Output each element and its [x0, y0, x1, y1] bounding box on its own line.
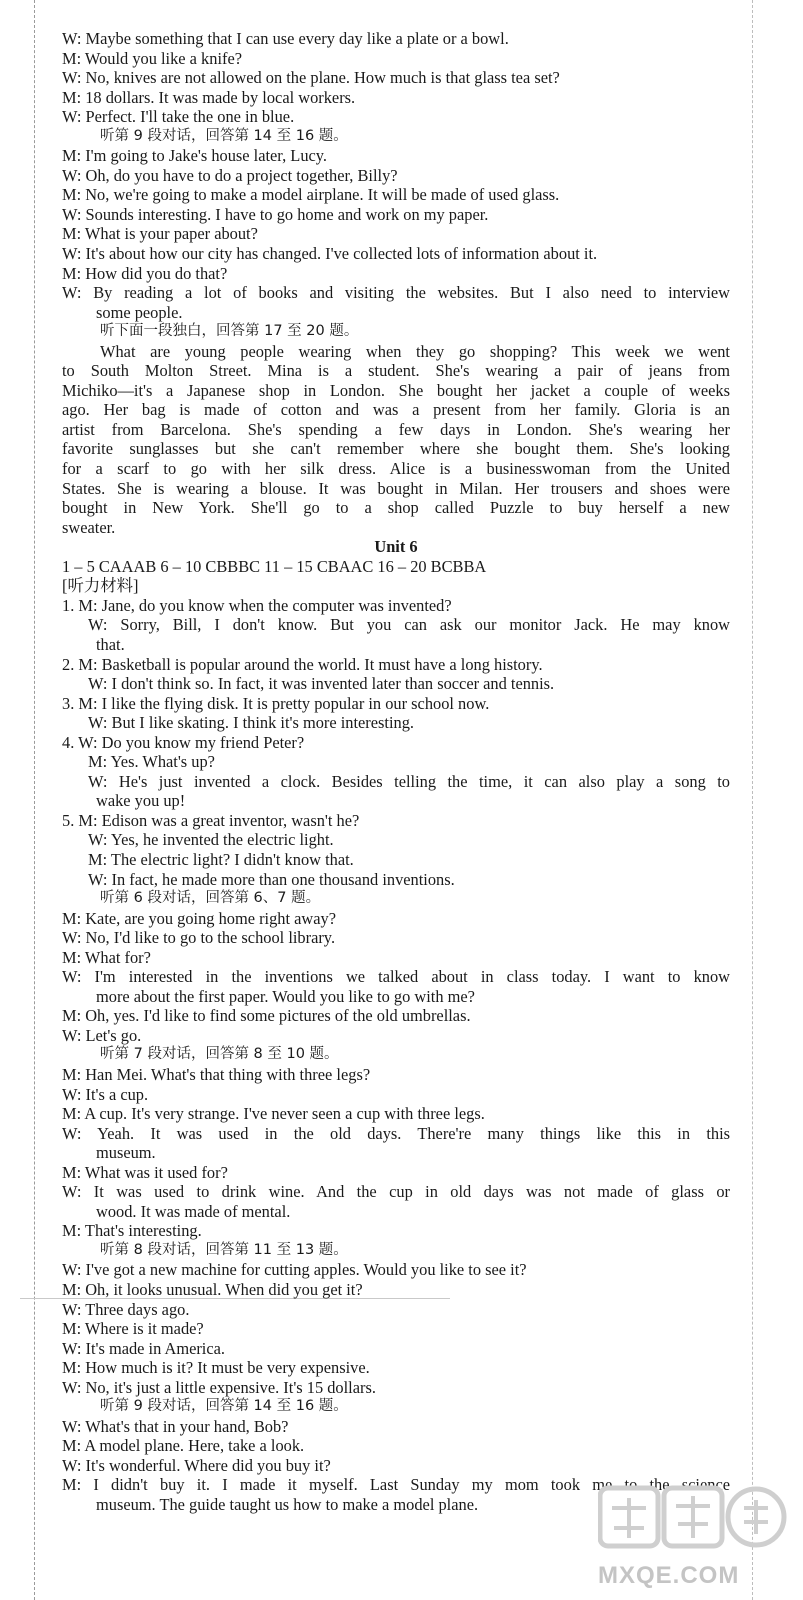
monologue-line: artist from Barcelona. She's spending a few days in London. She's wearing her — [62, 419, 730, 439]
dialogue-continuation: museum. — [96, 1143, 156, 1163]
dialogue-line: M: No, we're going to make a model airplane. It will be made of used glass. — [62, 185, 560, 205]
dialogue-line: W: Yes, he invented the electric light. — [88, 830, 334, 850]
dialogue-line: M: Where is it made? — [62, 1319, 204, 1339]
dialogue-line: W: No, knives are not allowed on the plane. How much is that glass tea set? — [62, 68, 560, 88]
dialogue-line: M: A model plane. Here, take a look. — [62, 1436, 305, 1456]
dialogue-line: M: How much is it? It must be very expensive. — [62, 1358, 370, 1378]
dialogue-line: W: Yeah. It was used in the old days. There're many things like this in this — [62, 1123, 730, 1143]
dialogue-line: M: A cup. It's very strange. I've never seen a cup with three legs. — [62, 1104, 485, 1124]
watermark — [588, 1470, 793, 1595]
dialogue-line: M: How did you do that? — [62, 263, 228, 283]
dialogue-continuation: more about the first paper. Would you like to go with me? — [96, 986, 475, 1006]
monologue-line: favorite sunglasses but she can't remember where she bought them. She's looking — [62, 439, 730, 459]
dialogue-line: M: What is your paper about? — [62, 224, 258, 244]
dialogue-line: W: I'm interested in the inventions we talked about in class today. I want to know — [62, 967, 730, 987]
binding-margin-line — [34, 0, 35, 1600]
monologue-line: States. She is wearing a blouse. It was bought in Milan. Her trousers and shoes were — [62, 478, 730, 498]
dialogue-line: M: What was it used for? — [62, 1162, 228, 1182]
dialogue-line: W: It's made in America. — [62, 1338, 226, 1358]
section-heading: 听第 7 段对话，回答第 8 至 10 题。 — [100, 1046, 339, 1063]
dialogue-line: M: I didn't buy it. I made it myself. Last Sunday my mom took me to the science — [62, 1475, 730, 1495]
dialogue-line: W: Perfect. I'll take the one in blue. — [62, 107, 295, 127]
dialogue-line: W: Sounds interesting. I have to go home and work on my paper. — [62, 204, 489, 224]
section-heading: 听下面一段独白，回答第 17 至 20 题。 — [100, 323, 359, 340]
dialogue-line: M: I'm going to Jake's house later, Lucy. — [62, 146, 328, 166]
dialogue-line: W: By reading a lot of books and visiting the websites. But I also need to interview — [62, 283, 730, 303]
dialogue-line: W: No, it's just a little expensive. It's 15 dollars. — [62, 1377, 376, 1397]
monologue-line: to South Molton Street. Mina is a student. She's wearing a pair of jeans from — [62, 361, 730, 381]
dialogue-line: M: What for? — [62, 947, 151, 967]
dialogue-line: 4. W: Do you know my friend Peter? — [62, 732, 305, 752]
dialogue-line: W: What's that in your hand, Bob? — [62, 1416, 289, 1436]
monologue-line: Michiko—it's a Japanese shop in London. She bought her jacket a couple of weeks — [62, 380, 730, 400]
dialogue-line: M: Yes. What's up? — [88, 752, 215, 772]
monologue-line: sweater. — [62, 517, 116, 537]
section-heading: 听第 6 段对话，回答第 6、7 题。 — [100, 890, 321, 907]
dialogue-line: W: I've got a new machine for cutting apples. Would you like to see it? — [62, 1260, 527, 1280]
dialogue-line: M: Would you like a knife? — [62, 48, 243, 68]
dialogue-line: M: Oh, it looks unusual. When did you get it? — [62, 1280, 363, 1299]
watermark-text: MXQE.COM — [598, 1562, 740, 1589]
dialogue-line: M: Kate, are you going home right away? — [62, 908, 337, 928]
dialogue-continuation: museum. The guide taught us how to make a model plane. — [96, 1495, 479, 1515]
monologue-line: bought in New York. She'll go to a shop called Puzzle to buy herself a new — [62, 498, 730, 518]
section-heading: 听第 8 段对话，回答第 11 至 13 题。 — [100, 1241, 348, 1258]
dialogue-continuation: wake you up! — [96, 791, 186, 811]
dialogue-line: W: It's about how our city has changed. I've collected lots of information about it. — [62, 244, 598, 264]
dialogue-line: W: It's a cup. — [62, 1084, 149, 1104]
dialogue-line: 1. M: Jane, do you know when the computer was invented? — [62, 595, 452, 615]
dialogue-line: 3. M: I like the flying disk. It is pretty popular in our school now. — [62, 693, 490, 713]
dialogue-line: 5. M: Edison was a great inventor, wasn't he? — [62, 810, 360, 830]
right-margin-line — [752, 0, 753, 1600]
unit-title: Unit 6 — [374, 537, 418, 557]
dialogue-line: M: That's interesting. — [62, 1221, 202, 1241]
dialogue-line: W: Let's go. — [62, 1025, 142, 1045]
dialogue-line: M: Han Mei. What's that thing with three legs? — [62, 1064, 371, 1084]
dialogue-line: 2. M: Basketball is popular around the world. It must have a long history. — [62, 654, 543, 674]
dialogue-line: W: Sorry, Bill, I don't know. But you can ask our monitor Jack. He may know — [88, 615, 730, 635]
section-heading: 听第 9 段对话，回答第 14 至 16 题。 — [100, 1398, 348, 1415]
dialogue-line: W: I don't think so. In fact, it was invented later than soccer and tennis. — [88, 674, 555, 694]
section-heading: 听第 9 段对话，回答第 14 至 16 题。 — [100, 127, 348, 144]
dialogue-line: M: 18 dollars. It was made by local workers. — [62, 87, 356, 107]
dialogue-line: W: Three days ago. — [62, 1299, 190, 1319]
dialogue-line: W: He's just invented a clock. Besides telling the time, it can also play a song to — [88, 771, 730, 791]
dialogue-continuation: that. — [96, 634, 125, 654]
monologue-line: What are young people wearing when they go shopping? This week we went — [100, 341, 730, 361]
dialogue-continuation: some people. — [96, 302, 183, 322]
watermark-logo-icon — [598, 1478, 788, 1556]
text-body — [62, 29, 730, 1515]
monologue-line: for a scarf to go with her silk dress. Alice is a businesswoman from the United — [62, 459, 730, 479]
dialogue-line: M: Oh, yes. I'd like to find some pictures of the old umbrellas. — [62, 1006, 471, 1026]
dialogue-line: W: But I like skating. I think it's more interesting. — [88, 713, 415, 733]
dialogue-line: W: Oh, do you have to do a project together, Billy? — [62, 165, 398, 185]
answer-key: 1 – 5 CAAAB 6 – 10 CBBBC 11 – 15 CBAAC 16 – 20 BCBBA — [62, 556, 487, 576]
monologue-line: ago. Her bag is made of cotton and was a present from her family. Gloria is an — [62, 400, 730, 420]
dialogue-line: W: It was used to drink wine. And the cup in old days was not made of glass or — [62, 1182, 730, 1202]
dialogue-line: W: No, I'd like to go to the school library. — [62, 928, 336, 948]
listening-material-label: [听力材料] — [62, 576, 139, 596]
dialogue-continuation: wood. It was made of mental. — [96, 1201, 291, 1221]
dialogue-line: W: Maybe something that I can use every day like a plate or a bowl. — [62, 29, 509, 48]
dialogue-line: W: In fact, he made more than one thousand inventions. — [88, 869, 455, 889]
dialogue-line: M: The electric light? I didn't know that. — [88, 849, 354, 869]
dialogue-line: W: It's wonderful. Where did you buy it? — [62, 1455, 331, 1475]
